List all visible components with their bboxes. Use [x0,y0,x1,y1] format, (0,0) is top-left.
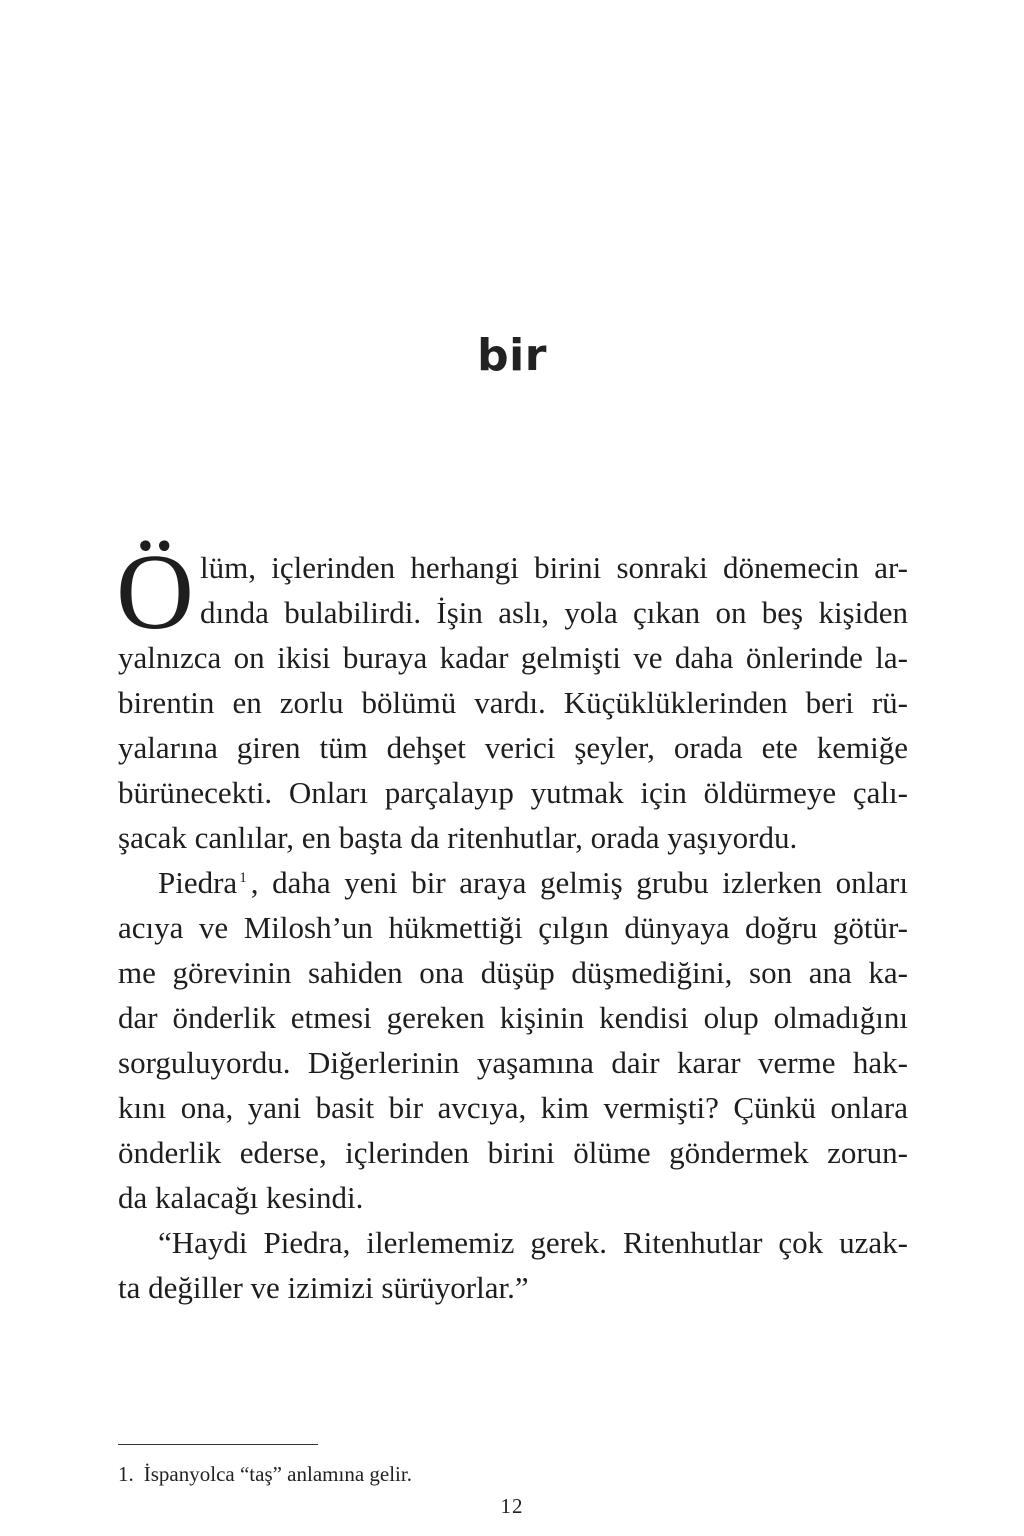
text-line: yalnızca on ikisi buraya kadar gelmişti ve daha önlerinde la- [118,640,908,675]
text-line: önderlik ederse, içlerinden birini ölüme göndermek zorun- [118,1135,908,1170]
page-number: 12 [500,1494,524,1518]
footnote-divider [118,1444,318,1445]
text-line: kını ona, yani basit bir avcıya, kim vermişti? Çünkü onlara [118,1090,908,1125]
text-line: ta değiller ve izimizi sürüyorlar.” [118,1270,529,1305]
chapter-title: bir [477,330,547,381]
text-line: me görevinin sahiden ona düşüp düşmediğini, son ana ka- [118,955,908,990]
footnote-reference[interactable]: 1 [239,869,247,886]
footnote-number: 1. [118,1462,134,1486]
text-line: yalarına giren tüm dehşet verici şeyler, orada ete kemiğe [118,730,908,765]
footnote [118,1462,412,1487]
text-line: bürünecekti. Onları parçalayıp yutmak için öldürmeye çalı- [118,775,908,810]
footnote-text: İspanyolca “taş” anlamına gelir. [143,1462,412,1486]
text-line: sorguluyordu. Diğerlerinin yaşamına dair karar verme hak- [118,1045,908,1080]
text-line: dında bulabilirdi. İşin aslı, yola çıkan on beş kişiden [200,595,908,630]
text-line: şacak canlılar, en başta da ritenhutlar, orada yaşıyordu. [118,820,798,855]
text-line: “Haydi Piedra, ilerlememiz gerek. Ritenhutlar çok uzak- [158,1225,908,1260]
text-line-with-footnote-ref [118,860,908,905]
text-line: birentin en zorlu bölümü vardı. Küçüklüklerinden beri rü- [118,685,908,720]
text-line: dar önderlik etmesi gereken kişinin kendisi olup olmadığını [118,1000,908,1035]
text-fragment: Piedra [158,865,238,900]
drop-cap: Ö [116,533,194,652]
text-fragment: , daha yeni bir araya gelmiş grubu izlerken onları [250,865,908,900]
text-line: da kalacağı kesindi. [118,1180,364,1215]
text-line: lüm, içlerinden herhangi birini sonraki dönemecin ar- [200,550,908,585]
text-line: acıya ve Milosh’un hükmettiği çılgın dünyaya doğru götür- [118,910,908,945]
body-text [116,533,908,1310]
